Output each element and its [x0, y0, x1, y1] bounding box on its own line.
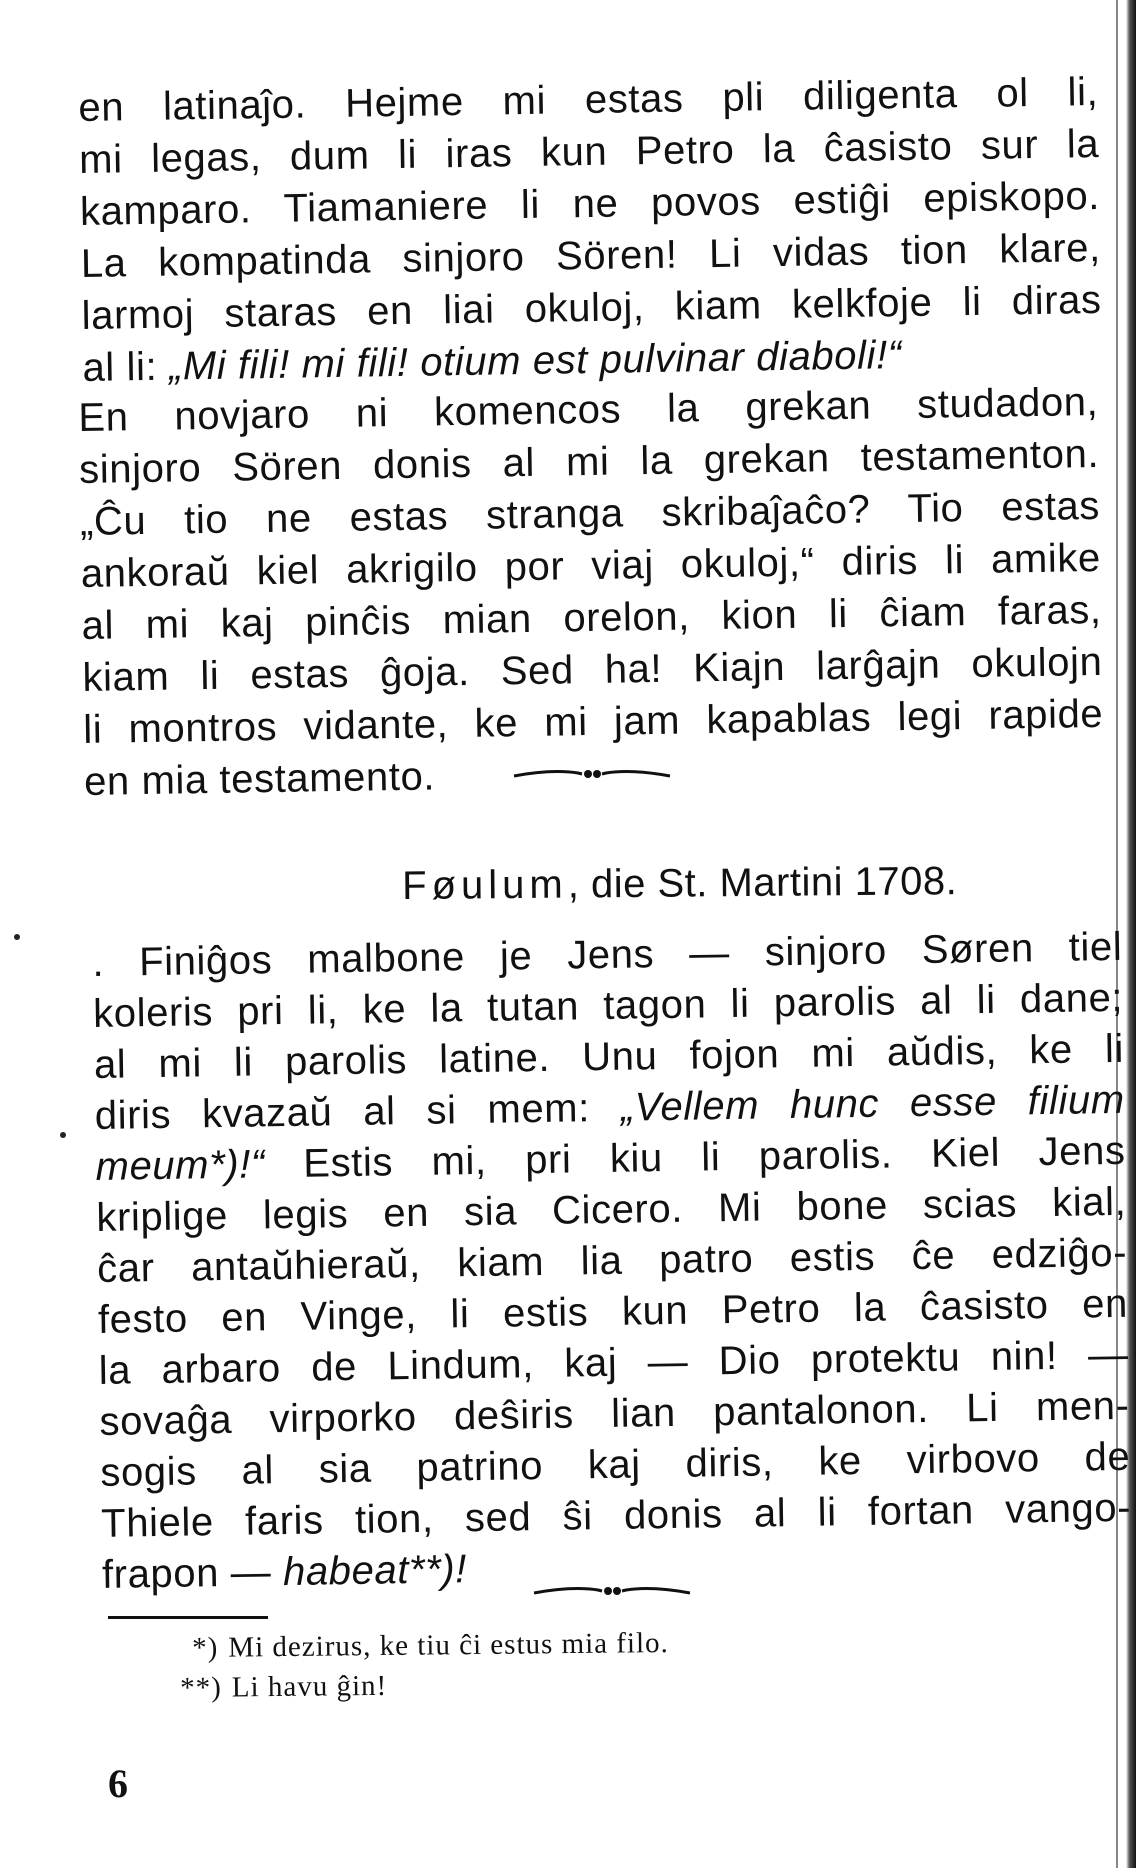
- text-line: la arbaro de Lindum, kaj — Dio protektu nin! —: [98, 1332, 1130, 1393]
- page-edge: [1126, 0, 1136, 1868]
- date-text: , die St. Martini 1708.: [567, 859, 958, 907]
- dateline: [402, 859, 957, 909]
- text-line: La kompatinda sinjoro Sören! Li vidas tion klare,: [80, 225, 1102, 286]
- footnote-text: Li havu ĝin!: [231, 1669, 388, 1704]
- print-speck: [60, 1132, 66, 1138]
- footnote-text: Mi dezirus, ke tiu ĉi estus mia filo.: [228, 1627, 669, 1664]
- text-line: koleris pri li, ke la tutan tagon li parolis al li dane;: [92, 975, 1124, 1036]
- text-line: En novjaro ni komencos la grekan studadon,: [78, 379, 1099, 440]
- text-line: „Ĉu tio ne estas stranga skribaĵaĉo? Tio estas: [79, 483, 1101, 544]
- place-name: Føulum: [402, 862, 568, 908]
- text-run: frapon —: [101, 1550, 284, 1597]
- paragraph-2: [78, 376, 1104, 808]
- latin-quote: „Mi fili! mi fili! otium est pulvinar diaboli!“: [168, 333, 903, 389]
- paragraph-3: [92, 922, 1132, 1601]
- footnote-rule: [108, 1616, 268, 1619]
- text-line: . Finiĝos malbone je Jens — sinjoro Søren tiel: [92, 924, 1123, 985]
- text-line: en latinaĵo. Hejme mi estas pli diligenta ol li,: [78, 69, 1099, 130]
- text-line: sogis al sia patrino kaj diris, ke virbovo de: [100, 1434, 1131, 1495]
- section-divider-ornament: [512, 765, 672, 783]
- footnote-marker: *): [192, 1631, 219, 1664]
- text-line: Thiele faris tion, sed ŝi donis al li fortan vango-: [100, 1485, 1132, 1546]
- text-line: en mia testamento.: [83, 754, 436, 804]
- text-line: kamparo. Tiamaniere li ne povos estiĝi episkopo.: [79, 173, 1101, 234]
- page-number: 6: [108, 1761, 128, 1806]
- footnote-marker: **): [180, 1671, 223, 1704]
- text-run: al li:: [82, 344, 170, 390]
- text-line: kiam li estas ĝoja. Sed ha! Kiajn larĝajn okulojn: [82, 639, 1103, 700]
- footnote-1: [192, 1627, 669, 1665]
- print-speck: [14, 934, 20, 940]
- text-line: ĉar antaŭhieraŭ, kiam lia patro estis ĉe edziĝo-: [96, 1230, 1128, 1291]
- latin-quote: „Vellem hunc esse filium: [620, 1077, 1126, 1130]
- section-divider-ornament: [532, 1582, 692, 1600]
- text-run: diris kvazaŭ al si mem:: [94, 1085, 622, 1138]
- latin-quote: meum*)!“: [95, 1142, 266, 1189]
- text-line: larmoj staras en liai okuloj, kiam kelkfoje li diras: [81, 277, 1102, 338]
- text-line: kriplige legis en sia Cicero. Mi bone scias kial,: [96, 1179, 1127, 1240]
- text-line: al mi li parolis latine. Unu fojon mi aŭdis, ke li: [93, 1026, 1125, 1087]
- paragraph-1: [78, 66, 1103, 394]
- text-line: sovaĝa virporko deŝiris lian pantalonon. Li men-: [99, 1383, 1130, 1444]
- text-line: sinjoro Sören donis al mi la grekan testamenton.: [78, 431, 1100, 492]
- text-line: ankoraŭ kiel akrigilo por viaj okuloj,“ diris li amike: [80, 535, 1102, 596]
- footnote-2: [180, 1670, 387, 1705]
- text-run: Estis mi, pri kiu li parolis. Kiel Jens: [264, 1128, 1126, 1187]
- text-line: li montros vidante, ke mi jam kapablas legi rapide: [82, 691, 1104, 752]
- text-line: mi legas, dum li iras kun Petro la ĉasisto sur la: [78, 121, 1100, 182]
- text-line: al mi kaj pinĉis mian orelon, kion li ĉiam faras,: [81, 587, 1102, 648]
- latin-quote: habeat**)!: [282, 1547, 468, 1595]
- text-line: festo en Vinge, li estis kun Petro la ĉasisto en: [97, 1281, 1129, 1342]
